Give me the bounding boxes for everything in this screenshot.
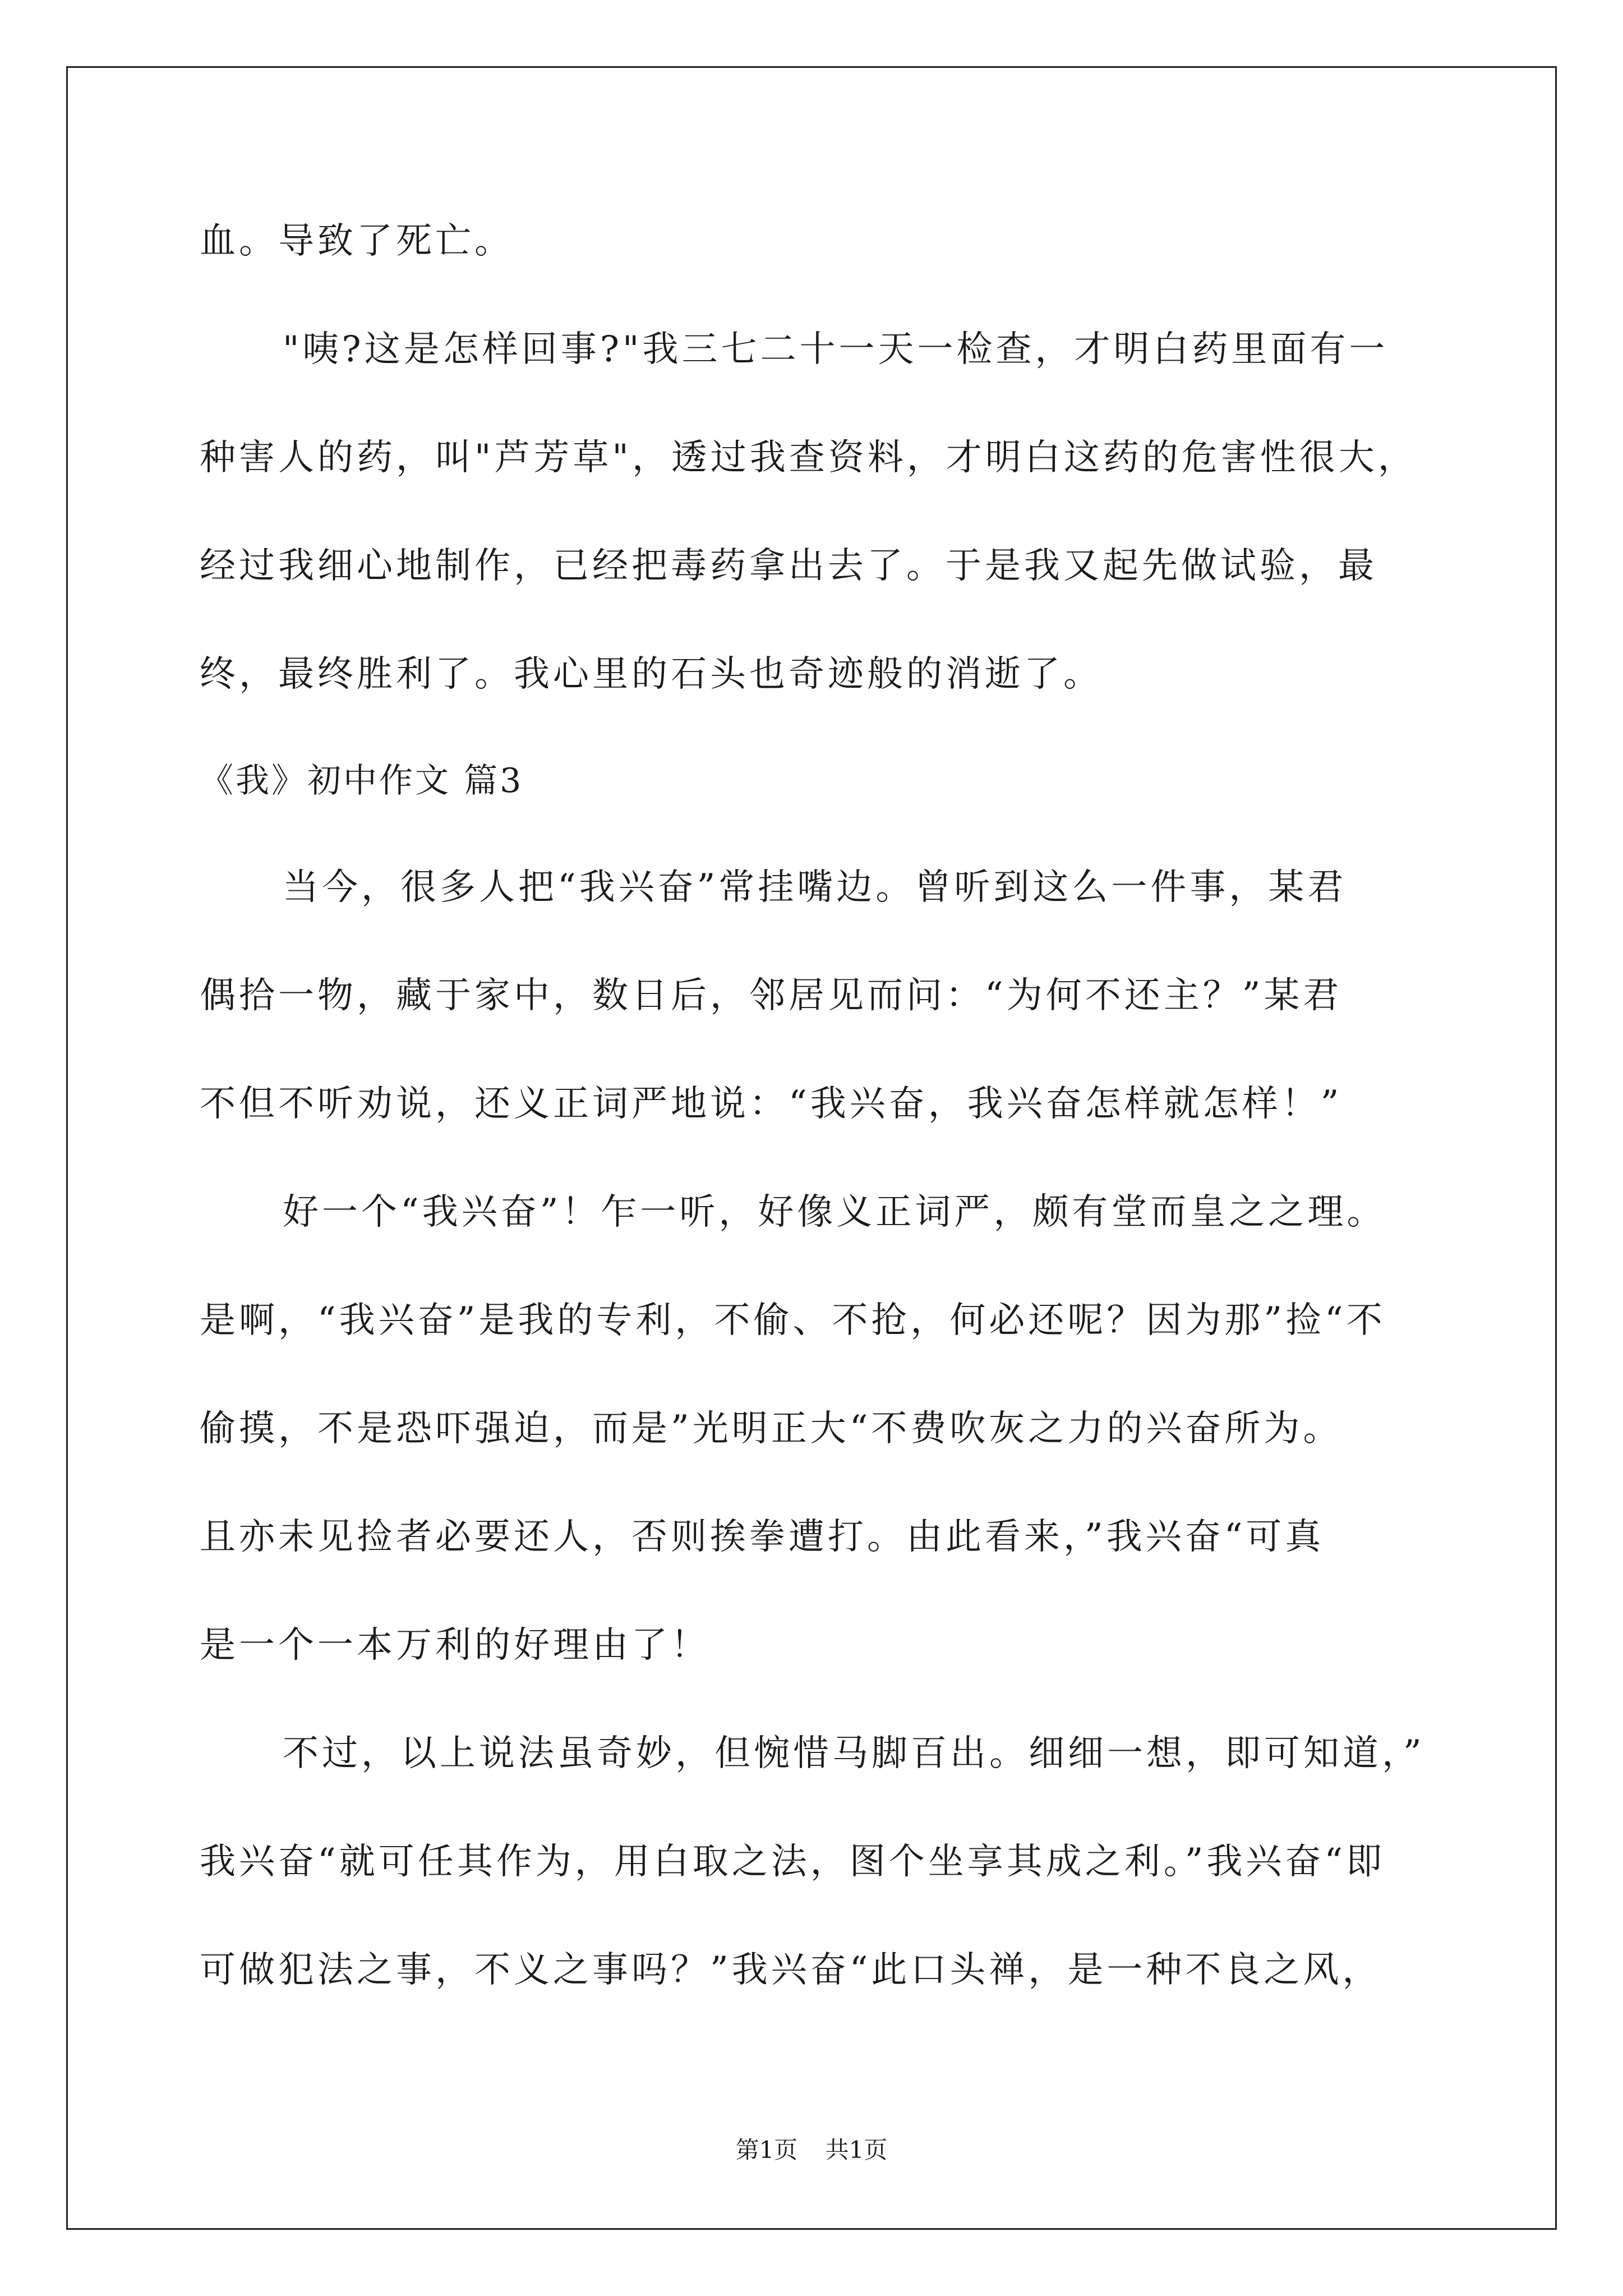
page-number: 第1页	[735, 2136, 798, 2164]
text-line: 可做犯法之事，不义之事吗？”我兴奋“此口头禅，是一种不良之风，	[200, 1949, 1382, 1991]
text-line: 不但不听劝说，还义正词严地说：“我兴奋，我兴奋怎样就怎样！”	[200, 1083, 1343, 1125]
text-line: 偷摸，不是恐吓强迫，而是”光明正大“不费吹灰之力的兴奋所为。	[200, 1408, 1343, 1450]
text-line: 好一个“我兴奋”！乍一听，好像义正词严，颇有堂而皇之之理。	[283, 1191, 1386, 1233]
page-footer	[0, 2136, 1623, 2164]
text-line: 种害人的药，叫"芦芳草"，透过我查资料，才明白这药的危害性很大，	[200, 437, 1417, 478]
section-heading: 《我》初中作文 篇3	[200, 761, 524, 800]
text-line: 血。导致了死亡。	[200, 220, 514, 262]
text-line: 不过，以上说法虽奇妙，但惋惜马脚百出。细细一想，即可知道，”	[283, 1733, 1425, 1774]
page-border	[66, 66, 1557, 2230]
text-line: "咦?这是怎样回事?"我三七二十一天一检查，才明白药里面有一	[283, 329, 1389, 370]
text-line: 且亦未见捡者必要还人，否则挨拳遭打。由此看来，”我兴奋“可真	[200, 1516, 1325, 1558]
page-total: 共1页	[825, 2136, 888, 2164]
text-line: 是啊，“我兴奋”是我的专利，不偷、不抢，何必还呢？因为那”捡“不	[200, 1300, 1386, 1341]
text-line: 当今，很多人把“我兴奋”常挂嘴边。曾听到这么一件事，某君	[283, 867, 1347, 908]
text-line: 我兴奋“就可任其作为，用白取之法，图个坐享其成之利。”我兴奋“即	[200, 1841, 1386, 1883]
text-line: 是一个一本万利的好理由了！	[200, 1625, 710, 1666]
text-line: 经过我细心地制作，已经把毒药拿出去了。于是我又起先做试验，最	[200, 545, 1377, 587]
text-line: 偶拾一物，藏于家中，数日后，邻居见而问：“为何不还主？”某君	[200, 975, 1343, 1016]
text-line: 终，最终胜利了。我心里的石头也奇迹般的消逝了。	[200, 654, 1103, 695]
